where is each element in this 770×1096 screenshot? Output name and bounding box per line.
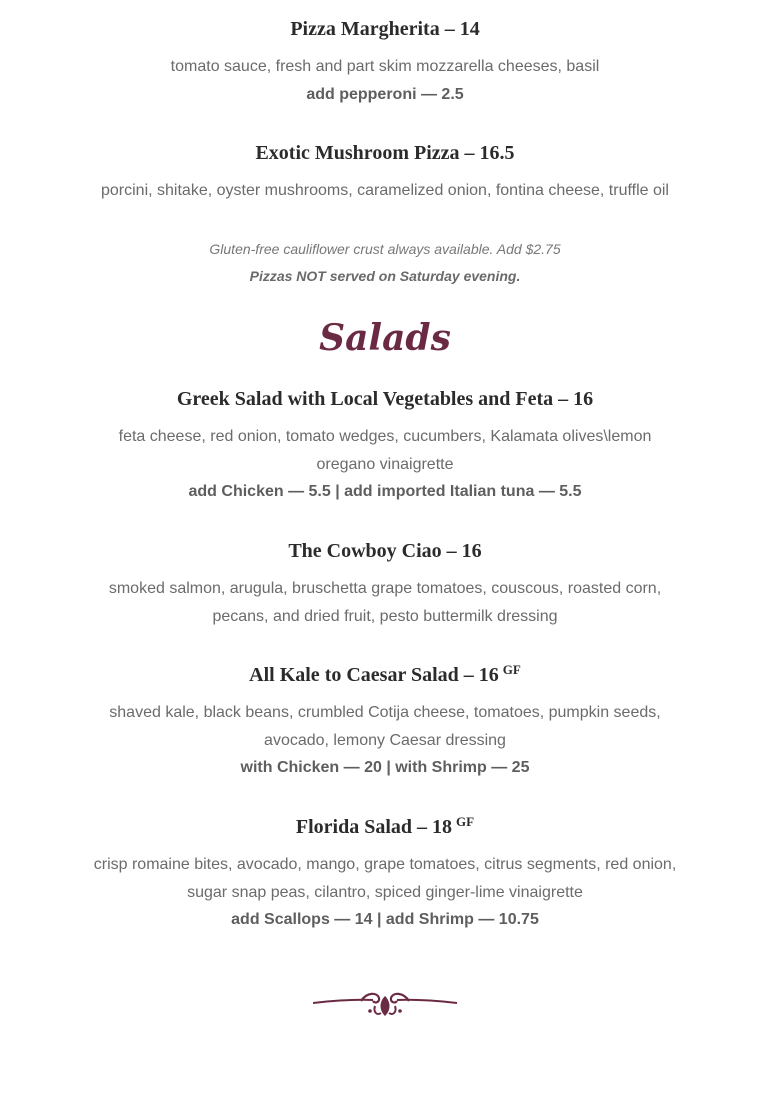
item-title: Pizza Margherita – 14 (290, 18, 480, 40)
gluten-free-badge: GF (456, 814, 475, 829)
pizza-notes (0, 236, 770, 290)
item-description: crisp romaine bites, avocado, mango, grape tomatoes, citrus segments, red onion, sugar snap peas, cilantro, spiced ginger-lime vinaigrette (93, 856, 677, 901)
section-heading: Salads (319, 317, 451, 359)
item-title (0, 814, 770, 840)
item-title-text: All Kale to Caesar Salad – 16 (249, 664, 499, 686)
menu-item-kale-caesar-salad (0, 662, 770, 781)
menu-item-greek-salad (0, 386, 770, 505)
item-title: The Cowboy Ciao – 16 (288, 540, 482, 562)
menu-item-cowboy-ciao (0, 538, 770, 630)
item-title (0, 662, 770, 688)
item-title: Greek Salad with Local Vegetables and Feta – 16 (176, 388, 594, 410)
menu-item-exotic-mushroom-pizza (0, 140, 770, 205)
item-addon: with Chicken — 20 | with Shrimp — 25 (240, 759, 530, 776)
item-addon: add Chicken — 5.5 | add imported Italian tuna — 5.5 (188, 483, 582, 500)
item-description: porcini, shitake, oyster mushrooms, caramelized onion, fontina cheese, truffle oil (101, 182, 669, 199)
item-title-text: Florida Salad – 18 (295, 816, 453, 838)
gluten-free-note: Gluten-free cauliflower crust always available. Add $2.75 (209, 241, 561, 257)
gluten-free-badge: GF (502, 662, 521, 677)
item-title: Exotic Mushroom Pizza – 16.5 (255, 142, 515, 164)
salads-section-header (0, 316, 770, 360)
flourish-divider-icon (313, 988, 457, 1020)
menu-item-pizza-margherita (0, 16, 770, 108)
item-description: feta cheese, red onion, tomato wedges, cucumbers, Kalamata olives\lemon oregano vinaigrette (118, 428, 652, 473)
menu-item-florida-salad (0, 814, 770, 933)
item-description: tomato sauce, fresh and part skim mozzarella cheeses, basil (170, 58, 600, 75)
item-addon: add Scallops — 14 | add Shrimp — 10.75 (231, 911, 539, 928)
item-addon: add pepperoni — 2.5 (306, 85, 464, 103)
item-description: smoked salmon, arugula, bruschetta grape tomatoes, couscous, roasted corn, pecans, and dried fruit, pesto buttermilk dressing (108, 580, 662, 625)
saturday-note: Pizzas NOT served on Saturday evening. (249, 268, 521, 284)
item-description: shaved kale, black beans, crumbled Cotija cheese, tomatoes, pumpkin seeds, avocado, lemony Caesar dressing (109, 704, 661, 749)
